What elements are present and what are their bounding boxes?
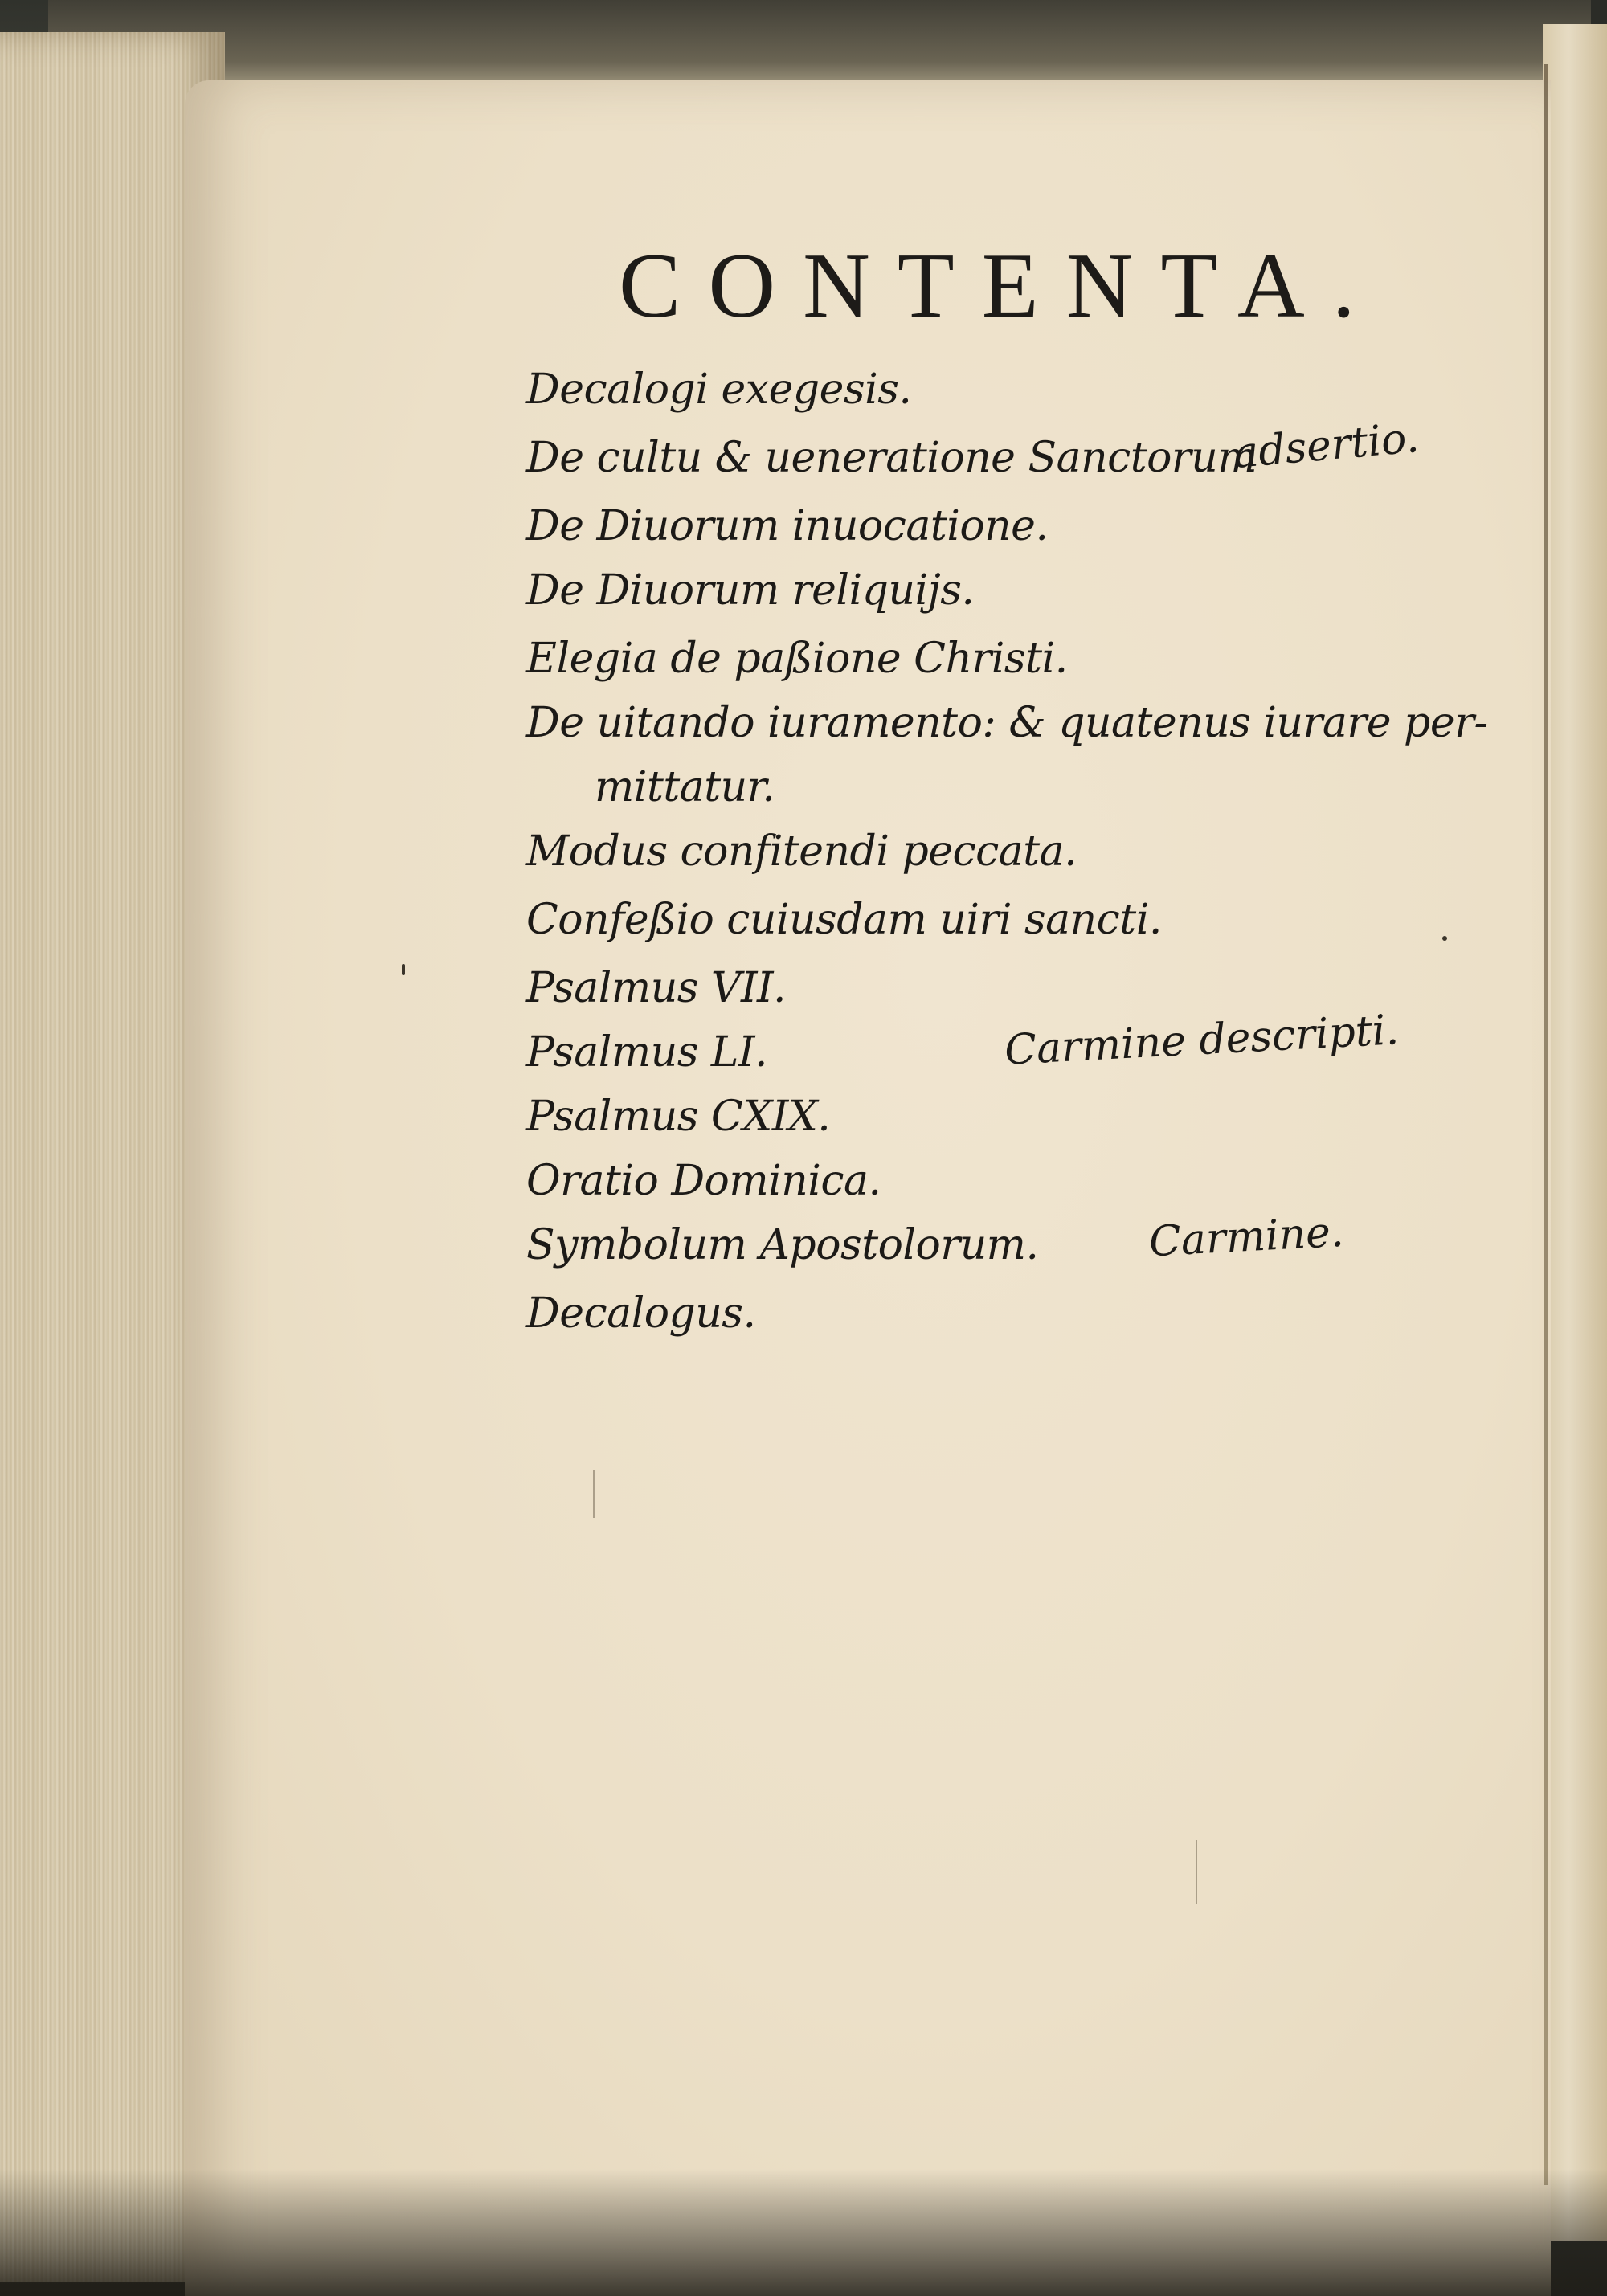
annotation-adsertio: adsertio. <box>1231 414 1421 478</box>
contents-entry: De uitando iuramento: & quatenus iurare per- <box>526 699 1488 747</box>
contents-entry: Confeßio cuiusdam uiri sancti. <box>526 896 1162 944</box>
gutter <box>1544 64 1548 2185</box>
paper-mark <box>593 1470 595 1518</box>
contents-entry-continuation: mittatur. <box>595 763 775 811</box>
book-top-edge <box>48 0 1591 88</box>
annotation-carmine: Carmine. <box>1147 1207 1345 1267</box>
contents-entry: De Diuorum reliquijs. <box>526 566 975 615</box>
contents-entry: Psalmus LI. <box>526 1028 768 1077</box>
ink-speck <box>1442 936 1447 941</box>
contents-entry: De cultu & ueneratione Sanctorum <box>526 434 1257 482</box>
facing-page-edge <box>1543 24 1607 2241</box>
contents-entry: Psalmus VII. <box>526 964 787 1012</box>
ink-speck <box>402 964 405 975</box>
paper-mark <box>1196 1840 1197 1904</box>
bottom-shadow <box>0 2169 1607 2296</box>
contents-entry: Modus confitendi peccata. <box>526 827 1077 876</box>
page-title: CONTENTA. <box>619 235 1383 337</box>
contents-entry: Symbolum Apostolorum. <box>526 1221 1039 1269</box>
contents-entry: Psalmus CXIX. <box>526 1093 831 1141</box>
contents-entry: De Diuorum inuocatione. <box>526 502 1049 550</box>
contents-entry: Oratio Dominica. <box>526 1157 881 1205</box>
annotation-carmine-descripti: Carmine descripti. <box>1003 1006 1401 1075</box>
contents-entry: Elegia de paßione Christi. <box>526 635 1068 683</box>
contents-entry: Decalogi exegesis. <box>526 366 912 414</box>
contents-entry: Decalogus. <box>526 1289 756 1338</box>
